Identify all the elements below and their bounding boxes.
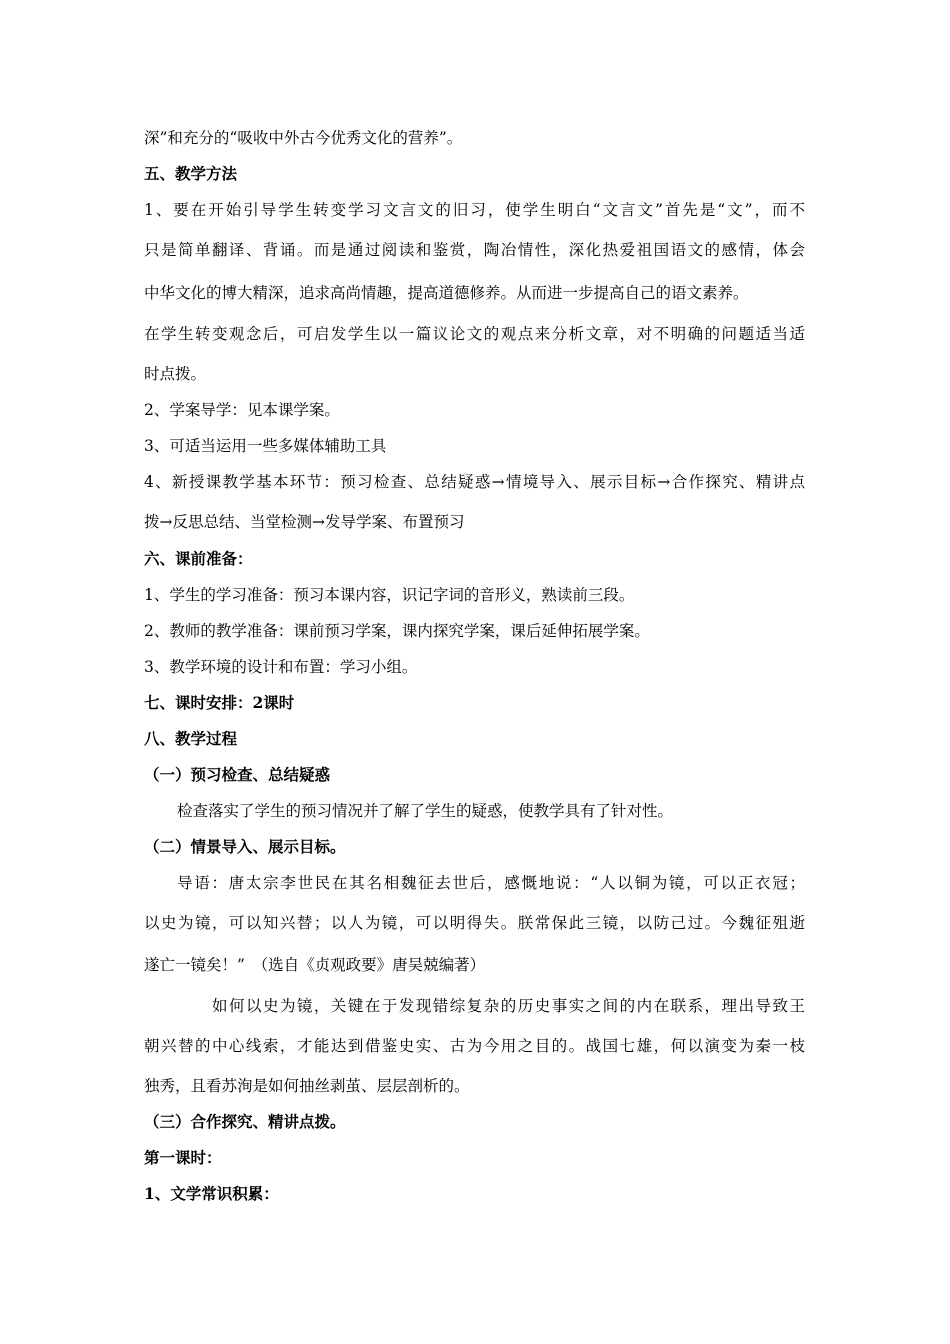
section-heading: 六、课前准备： xyxy=(144,549,253,568)
text-line: 3、可适当运用一些多媒体辅助工具 xyxy=(144,437,387,455)
text-line: 2、教师的教学准备：课前预习学案，课内探究学案，课后延伸拓展学案。 xyxy=(144,622,650,640)
text-line: 1、学生的学习准备：预习本课内容，识记字词的音形义，熟读前三段。 xyxy=(144,586,635,604)
text-line: 独秀，且看苏洵是如何抽丝剥茧、层层剖析的。 xyxy=(144,1077,470,1095)
text-line: 遂亡一镜矣！” （选自《贞观政要》唐吴兢编著） xyxy=(144,956,486,974)
text-line: 深”和充分的“吸收中外古今优秀文化的营养”。 xyxy=(144,129,463,147)
text-line: 中华文化的博大精深，追求高尚情趣，提高道德修养。从而进一步提高自己的语文素养。 xyxy=(144,284,749,302)
text-line: 检查落实了学生的预习情况并了解了学生的疑惑，使教学具有了针对性。 xyxy=(177,802,674,820)
text-line: 如何以史为镜，关键在于发现错综复杂的历史事实之间的内在联系，理出导致王 xyxy=(212,997,805,1015)
section-heading: 七、课时安排：2课时 xyxy=(144,693,295,712)
section-heading: 1、文学常识积累： xyxy=(144,1184,279,1203)
text-line: 2、学案导学：见本课学案。 xyxy=(144,401,340,419)
text-line: 在学生转变观念后，可启发学生以一篇议论文的观点来分析文章，对不明确的问题适当适 xyxy=(144,325,805,343)
text-line: 4、新授课教学基本环节：预习检查、总结疑惑→情境导入、展示目标→合作探究、精讲点 xyxy=(144,473,805,491)
text-line: 导语：唐太宗李世民在其名相魏征去世后，感慨地说：“人以铜为镜，可以正衣冠； xyxy=(177,874,805,892)
section-heading: 五、教学方法 xyxy=(144,164,238,183)
text-line: 朝兴替的中心线索，才能达到借鉴史实、古为今用之目的。战国七雄，何以演变为秦一枝 xyxy=(144,1037,805,1055)
subsection-heading: （二）情景导入、展示目标。 xyxy=(144,837,346,856)
text-line: 3、教学环境的设计和布置：学习小组。 xyxy=(144,658,418,676)
text-line: 只是简单翻译、背诵。而是通过阅读和鉴赏，陶冶情性，深化热爱祖国语文的感情，体会 xyxy=(144,241,805,259)
text-line: 时点拨。 xyxy=(144,365,207,383)
subsection-heading: （三）合作探究、精讲点拨。 xyxy=(144,1112,346,1131)
subsection-heading: （一）预习检查、总结疑惑 xyxy=(144,765,331,784)
text-line: 1、要在开始引导学生转变学习文言文的旧习，使学生明白“文言文”首先是“文”，而不 xyxy=(144,201,805,219)
section-heading: 八、教学过程 xyxy=(144,729,238,748)
section-heading: 第一课时： xyxy=(144,1148,222,1167)
text-line: 以史为镜，可以知兴替；以人为镜，可以明得失。朕常保此三镜，以防己过。今魏征殂逝 xyxy=(144,914,805,932)
text-line: 拨→反思总结、当堂检测→发导学案、布置预习 xyxy=(144,513,465,531)
